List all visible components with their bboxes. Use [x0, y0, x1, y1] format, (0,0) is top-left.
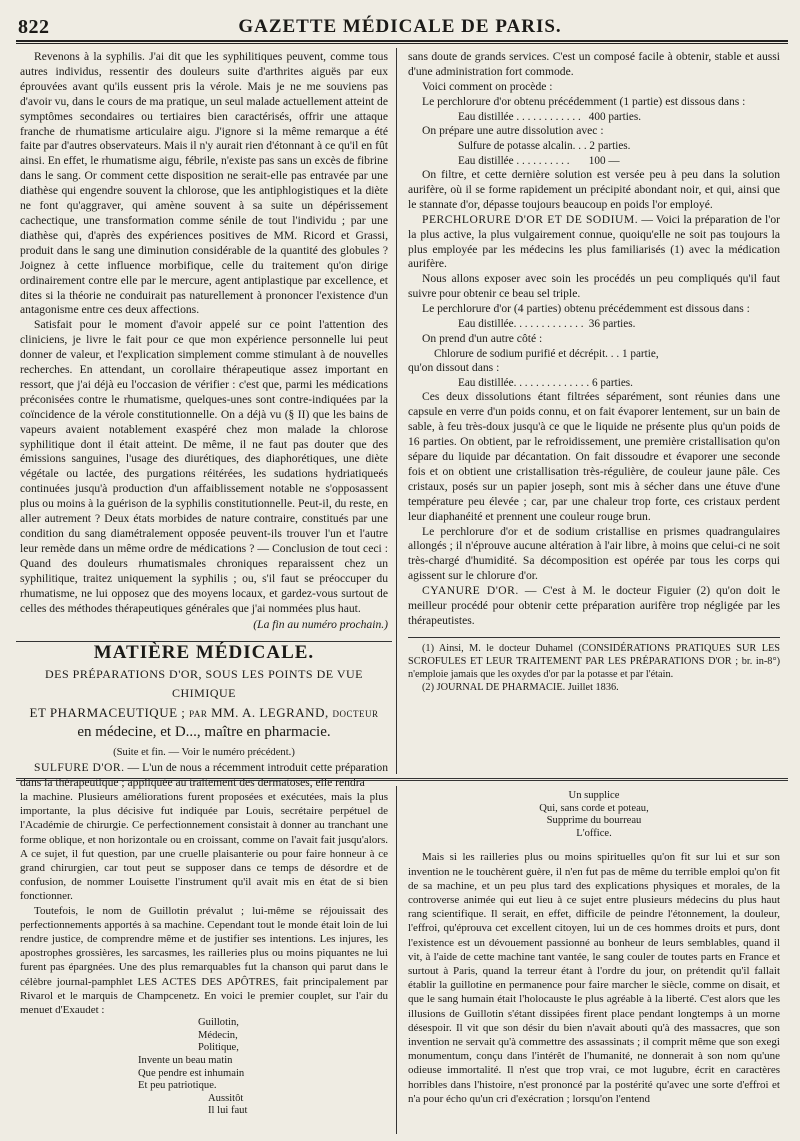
subhead: CYANURE D'OR.	[422, 584, 519, 598]
subhead: PERCHLORURE D'OR ET DE SODIUM.	[422, 212, 639, 226]
song-line: Guillotin,	[198, 1017, 239, 1029]
feuilleton-right-column	[408, 790, 780, 1106]
subhead: SULFURE D'OR.	[34, 761, 125, 775]
song-line: Que pendre est inhumain	[138, 1067, 245, 1079]
paragraph: Nous allons exposer avec soin les procédés un peu compliqués qu'il faut suivre pour obtenir ce beau sel triple.	[408, 272, 780, 301]
recipe-line	[408, 110, 780, 125]
paragraph: Le perchlorure d'or (4 parties) obtenu précédemment est dissous dans :	[422, 302, 750, 316]
quantity: 6 parties.	[591, 376, 633, 389]
ingredient: Sulfure de potasse alcalin. . .	[458, 140, 587, 153]
song-line: Politique,	[198, 1042, 239, 1054]
header-rule	[16, 40, 788, 44]
recipe-line	[408, 376, 780, 391]
footnote: (1) Ainsi, M. le docteur Duhamel (CONSIDÉRATIONS PRATIQUES SUR LES SCROFULES ET LEUR TRAITEMENT PAR LES PRÉPARATIONS D'OR ; br. in-8°) n'emploie jamais que les oxydes d'or par la potasse et par l'étain.	[408, 642, 780, 680]
quantity: 36 parties.	[588, 318, 636, 331]
paragraph: qu'on dissout dans :	[408, 361, 500, 374]
section-rule	[16, 641, 392, 642]
ingredient: Chlorure de sodium purifié et décrépit. . .	[434, 347, 620, 360]
recipe-line	[408, 317, 780, 332]
quantity: 100 —	[588, 154, 620, 167]
ingredient: Eau distillée . . . . . . . . . . . .	[458, 110, 581, 123]
ingredient: Eau distillée . . . . . . . . . .	[458, 154, 570, 167]
paragraph	[408, 213, 780, 273]
song-line: Aussitôt	[208, 1092, 244, 1104]
quantity: 1 partie,	[621, 347, 659, 360]
footnote: (2) JOURNAL DE PHARMACIE. Juillet 1836.	[422, 681, 619, 693]
song-line: Invente un beau matin	[138, 1055, 233, 1067]
feuilleton-left-column	[20, 790, 388, 1118]
song-line: Qui, sans corde et poteau,	[539, 802, 649, 814]
recipe-line	[408, 154, 780, 169]
song-line: Médecin,	[198, 1029, 238, 1041]
article-title	[20, 665, 388, 742]
article-title-line: ET PHARMACEUTIQUE ; par MM. A. LEGRAND, docteur	[29, 705, 379, 721]
article-title-line: DES PRÉPARATIONS D'OR, SOUS LES POINTS DE VUE CHIMIQUE	[44, 667, 364, 701]
paragraph	[408, 584, 780, 629]
paragraph: Mais si les railleries plus ou moins spirituelles qu'on fit sur lui et sur son invention ne le touchèrent guère, il n'en fut pas de même du terrible emploi qu'on fit de sa machine, et un peu plus tard des explications physiques et morales, de la controverse animée qui eut lieu à ce sujet entre plusieurs médecins du plus haut rang scientifique. Il serait, en effet, difficile de peindre l'étonnement, la douleur, l'effroi, qu'éprouva cet excellent citoyen, lui un de ces hommes droits et purs, dont l'existence est un dévouement passionné au bonheur de leurs semblables, quand il vit, à l'aide de cette machine tant vantée, le sang couler de toutes parts en France et surtout à Paris, quand la terreur étant à l'ordre du jour, on prétendit qu'il fallait établir la guillotine en permanence pour faire marcher le siècle, comme on disait, et que le sang humain était l'holocauste le plus agréable à la liberté. C'est alors que les illusions de Guillotin s'étant dissipées firent place pendant longtemps à un morne désespoir. Il vit que son désir du bien n'avait abouti qu'à des massacres, que son invention ne servait qu'à commettre des assassinats ; il comprit même que son exegi monumentum, conçu dans l'intérêt de l'humanité, ne donnerait à son nom qu'une odieuse immortalité. Il n'est que trop vrai, ce mot lugubre, écrit en caractères horribles dans l'histoire, n'est prononcé par la postérité qu'avec une sorte d'effroi et n'a pour écho qu'un cri d'exécration ; lorsqu'on l'entend	[408, 851, 780, 1105]
recipe-line	[408, 139, 780, 154]
paragraph: Le perchlorure d'or obtenu précédemment (1 partie) est dissous dans :	[422, 94, 746, 108]
ingredient: Eau distillée. . . . . . . . . . . . .	[458, 318, 584, 331]
paragraph-text: — L'un de nous a récemment introduit cette préparation dans la thérapeutique ; appliquée au traitement des dermatoses, elle rendra	[20, 761, 388, 790]
paragraph-text: — Voici la préparation de l'or la plus active, la plus vulgairement connue, quoiqu'elle ne soit pas toujours la plus employée par les médecins les plus familiarisés (1) avec la médication aurifère.	[408, 212, 780, 271]
paragraph: Le perchlorure d'or et de sodium cristallise en prismes quadrangulaires allongés ; il n'éprouve aucune altération à l'air libre, à moins que celui-ci ne soit très-chargé d'humidité. Sa décomposition est opérée par tous les corps qui agissent sur le chlorure d'or.	[408, 524, 780, 583]
page-header	[16, 14, 784, 40]
ingredient: Eau distillée. . . . . . . . . . . . . .	[458, 376, 590, 389]
song-line: L'office.	[576, 827, 612, 839]
paragraph	[20, 761, 388, 791]
column-divider	[396, 48, 397, 774]
song-line: Supprime du bourreau	[546, 815, 642, 827]
left-column	[20, 50, 388, 791]
paragraph: Ces deux dissolutions étant filtrées séparément, sont réunies dans une capsule en verre d'un poids connu, et on fait évaporer lentement, sur un bain de sable, à feu très-doux jusqu'à ce que le liquide ne présente plus qu'un poids de 16 parties. On obtient, par le refroidissement, une première cristallisation qu'on sépare du liquide par décantation. On fait dissoudre et évaporer une seconde fois et on obtient une cristallisation très-régulière, de couleur jaune pâle. Ces cristaux, posés sur un papier joseph, sont mis à sécher dans une étuve d'une température peu élevée ; car, par une chaleur trop forte, ces cristaux perdent leur diaphanéité et prennent une couleur rouge brun.	[408, 390, 780, 523]
song-line: Et peu patriotique.	[138, 1080, 217, 1092]
journal-title: GAZETTE MÉDICALE DE PARIS.	[238, 16, 562, 37]
paragraph: la machine. Plusieurs améliorations furent proposées et exécutées, mais la plus importante, la plus décisive fut indiquée par Louis, secrétaire perpétuel de l'Académie de chirurgie. Ce perfectionnement consistait à donner au tranchant une forme oblique, et non horizontale ou en croissant, comme on l'avait fait jusqu'alors. A ce sujet, il fut question, par une cruelle plaisanterie ou pour faire honneur à ce grand chirurgien, car tout peut se supposer dans ce temps de désordre et de confusion, de nommer Louisette l'instrument qu'il avait mis en état de si bien fonctionner.	[20, 791, 388, 903]
article-title-line: en médecine, et D..., maître en pharmacie.	[77, 724, 331, 741]
paragraph-text: — C'est à M. le docteur Figuier (2) qu'on doit le meilleur procédé pour obtenir cette préparation aurifère trop négligée par les thérapeutistes.	[408, 584, 780, 627]
feuilleton-separator	[16, 778, 788, 781]
paragraph: On prépare une autre dissolution avec :	[422, 124, 604, 138]
continued-note: (Suite et fin. — Voir le numéro précédent.)	[113, 747, 295, 759]
song-line: Un supplice	[568, 790, 620, 801]
paragraph: Voici comment on procède :	[422, 79, 553, 93]
page-number: 822	[18, 16, 50, 38]
paragraph: sans doute de grands services. C'est un composé facile à obtenir, stable et aussi d'une administration fort commode.	[408, 50, 780, 78]
quantity: 2 parties.	[589, 140, 631, 153]
footnote-rule	[408, 637, 780, 638]
section-title: MATIÈRE MÉDICALE.	[93, 642, 315, 664]
continuation-note: (La fin au numéro prochain.)	[253, 618, 388, 632]
paragraph: Toutefois, le nom de Guillotin prévalut ; lui-même se réjouissait des perfectionnements apportés à sa machine. Cependant tout le monde était loin de lui rendre justice, de comprendre même et de justifier ses intentions. Les injures, les apostrophes grossières, les sarcasmes, les railleries plus ou moins piquantes ne lui furent pas épargnées. Une des plus remarquables fut la chanson qui parut dans le célèbre journal-pamphlet LES ACTES DES APÔTRES, fait principalement par Rivarol et le marquis de Champcenetz. En voici le premier couplet, sur l'air du menuet d'Exaudet :	[20, 904, 388, 1017]
recipe-line	[408, 347, 780, 362]
paragraph: On filtre, et cette dernière solution est versée peu à peu dans la solution aurifère, où il se forme rapidement un précipité abondant noir, et qui, ainsi que le stannate d'or, dépasse toujours beaucoup en poids l'or employé.	[408, 168, 780, 211]
paragraph: Satisfait pour le moment d'avoir appelé sur ce point l'attention des cliniciens, je livre le fait pour ce que mon expérience personnelle lui peut donner de valeur, et l'explication simplement comme stimulant à de nouvelles recherches. En attendant, un corollaire thérapeutique assez important en ressort, que j'ai déjà eu l'occasion de vérifier : c'est que, parmi les médications préconisées contre le rhumatisme, quelques-unes sont contre-indiquées par la coïncidence de la vérole constitutionnelle. On a déjà vu (§ II) que les bains de vapeurs avaient notablement exaspéré chez mon malade la chlorose syphilitique dont il était atteint. De même, il ne faut pas douter que des émissions sanguines, l'usage des diurétiques, des diaphorétiques, une diète végétale ou lactée, des purgations réitérées, les sudations hydriatiqueés continuées jusqu'à production d'un affaiblissement notable ne s'opposassent plus ou moins à la guérison de la syphilis constitutionnelle. Peut-il, du reste, en aller autrement ? Deux états morbides de nature contraire, constitués par une condition du sang diamétralement opposée peuvent-ils trouver l'un et l'autre leur remède dans un même ordre de médications ? — Conclusion de tout ceci : Quand des douleurs rhumatismales chroniques reparaissent chez un syphilitique, traitez uniquement la syphilis ; ou, s'il faut se préoccuper du rhumatisme, ne lui opposez que des moyens locaux, et gardez-vous surtout de celles des méthodes thérapeutiques générales que j'ai nommées plus haut.	[20, 318, 388, 615]
feuilleton-divider	[396, 786, 397, 1134]
song-verse-continued	[408, 790, 780, 840]
song-line: Il lui faut	[208, 1105, 248, 1117]
quantity: 400 parties.	[588, 110, 641, 123]
song-verse	[20, 1017, 388, 1118]
right-column	[408, 50, 780, 694]
paragraph: Revenons à la syphilis. J'ai dit que les syphilitiques peuvent, comme tous autres individus, ressentir des douleurs suite d'arthrites aiguës par eux éprouvées avant qu'ils eussent pris la vérole. Mais je ne me souviens pas d'avoir vu, dans le cours de ma pratique, un seul malade actuellement atteint de symptômes secondaires ou tertiaires bien caractérisés, offrir une attaque franche de rhumatisme articulaire aigu. J'ignore si la même remarque a été faite par d'autres observateurs. Mais il n'y aurait rien d'étonnant à ce qu'il en fût ainsi. En effet, le rhumatisme aigu, fébrile, n'existe pas sans un excès de fibrine dans le sang. Or comment cette disposition ne serait-elle pas entravée par une diathèse qui engendre souvent la chlorose, que les antiphlogistiques et la diète ne font qu'aggraver, qui amène souvent à sa suite un dépérissement cachectique, une transformation comme sénile de tout l'individu ; par une diathèse qui, d'après des expériences positives de MM. Ricord et Grassi, produit dans le sang une diminution considérable de la quantité des globules ? Joignez à cette influence morbifique, celle du traitement qu'on dirige ordinairement contre elle par le mercure, agent antiplastique par excellence, et dites si la théorie ne conduirait pas naturellement à prononcer l'existence d'un antagonisme entre ces deux affections.	[20, 50, 388, 317]
paragraph: On prend d'un autre côté :	[422, 331, 543, 345]
